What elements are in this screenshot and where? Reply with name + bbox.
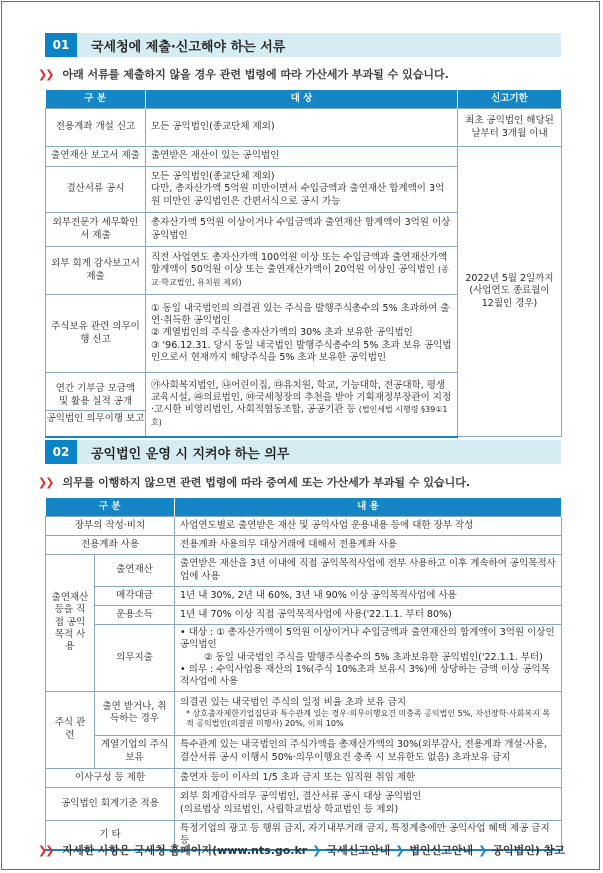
- content-line: • 의무 : 수익사업용 재산의 1%(주식 10%초과 보유시 3%)에 상당하는 금액 이상 공익목적사업에 사용: [180, 664, 550, 688]
- row-label: 출연 받거나, 취득하는 경우: [95, 691, 175, 735]
- row-content: 1년 내 70% 이상 직접 공익목적사업에 사용('22.1.1. 부터 80%): [175, 606, 562, 625]
- row-content: 특수관계 있는 내국법인의 주식가액을 총재산가액의 30%(외부감사, 전용계좌 개설·사용, 결산서류 공시 이행시 50%·의무이행요건 충족 시 보유한도 없음) 초과보유 금지: [175, 735, 562, 768]
- row-content: 전용계좌 사용의무 대상거래에 대해서 전용계좌 사용: [175, 536, 562, 555]
- chevron-icon: ❯❯: [38, 475, 53, 489]
- table-row: [46, 147, 562, 167]
- target-line: ② 계열법인의 주식을 총자산가액의 30% 초과 보유한 공익법인: [151, 327, 413, 339]
- arrow-right-icon: ❯: [312, 843, 322, 857]
- row-label: 외부 회계 감사보고서 제출: [46, 247, 146, 295]
- row-label: 기 타: [46, 820, 175, 850]
- row-label: 외부전문가 세무확인서 제출: [46, 213, 146, 247]
- section1-title: 국세청에 제출·신고해야 하는 서류: [91, 39, 286, 55]
- section1-intro-text: 아래 서류를 제출하지 않을 경우 관련 법령에 따라 가산세가 부과될 수 있습니다.: [62, 68, 449, 81]
- content-note: * 상호출자제한기업집단과 특수관계 있는 경우·의무이행요건 미충족 공익법인 5%, 자선장학·사회복지 목적 공익법인(의결권 미행사) 20%, 이외 10%: [186, 709, 551, 729]
- section2-table: [45, 498, 562, 851]
- col-header-deadline: 신고기한: [458, 90, 562, 109]
- table-row: [46, 517, 562, 536]
- row-label: 이사구성 등 제한: [46, 768, 175, 787]
- footer-step2[interactable]: 법인신고안내: [409, 844, 474, 857]
- row-content: 특정기업의 광고 등 행위 금지, 자기내부거래 금지, 특정계층에만 공익사업 혜택 제공 금지 등: [175, 820, 562, 850]
- deadline-note: (사업연도 종료월이 12월인 경우): [469, 285, 550, 309]
- row-label: 결산서류 공시: [46, 167, 146, 213]
- row-content: [175, 691, 562, 735]
- col-header-content: 내 용: [175, 498, 562, 517]
- section2-number: 02: [45, 440, 77, 464]
- table-row: [46, 625, 562, 692]
- row-target: [146, 247, 458, 295]
- table-row: [46, 536, 562, 555]
- chevron-icon: ❯❯: [38, 843, 53, 857]
- row-content: 출연자 등이 이사의 1/5 초과 금지 또는 임직원 취임 제한: [175, 768, 562, 787]
- footer-prefix: 자세한 사항은 국세청 홈페이지(www.nts.go.kr: [62, 844, 308, 857]
- arrow-right-icon: ❯: [478, 843, 488, 857]
- group-label: 주식 관련: [46, 691, 95, 768]
- table-row: [46, 735, 562, 768]
- row-target: 총자산가액 5억원 이상이거나 수입금액과 출연재산 합계액이 3억원 이상 공익법인: [146, 213, 458, 247]
- target-note: (법인세법 시행령 §39①1호): [151, 405, 448, 427]
- target-text: 직전 사업연도 총자산가액 100억원 이상 또는 수입금액과 출연재산가액 합계액이 50억원 이상 또는 출연재산가액이 20억원 이상인 공익법인: [151, 251, 448, 276]
- content-line: (의료법상 의료법인, 사립학교법상 학교법인 등 제외): [180, 803, 399, 815]
- section2-header: [45, 440, 561, 464]
- table-row: [46, 691, 562, 735]
- table-row: [46, 787, 562, 820]
- table-row: [46, 768, 562, 787]
- content-line: • 대상 : ① 총자산가액이 5억원 이상이거나 수입금액과 출연재산의 합계액이 3억원 이상인 공익법인: [180, 627, 555, 651]
- row-content: 사업연도별로 출연받은 재산 및 공익사업 운용내용 등에 대한 장부 작성: [175, 517, 562, 536]
- row-label-2: 공익법인 의무이행 보고: [46, 410, 145, 425]
- row-label: 매각대금: [95, 587, 175, 606]
- row-label: 운용소득: [95, 606, 175, 625]
- group-label: 출연재산 등을 직접 공익목적 사용: [46, 555, 95, 692]
- chevron-icon: ❯❯: [38, 67, 53, 81]
- content-line: 의결권 있는 내국법인 주식의 일정 비율 초과 보유 금지: [180, 696, 407, 708]
- footer-step1[interactable]: 국세신고안내: [326, 844, 391, 857]
- footer-note: [38, 842, 565, 858]
- target-line: ① 동일 내국법인의 의결권 있는 주식을 발행주식총수의 5% 초과하여 출연·취득한 공익법인: [151, 302, 450, 326]
- section2-title: 공익법인 운영 시 지켜야 하는 의무: [91, 446, 290, 462]
- arrow-right-icon: ❯: [395, 843, 405, 857]
- row-label: [46, 373, 146, 437]
- row-content: 출연받은 재산을 3년 이내에 직접 공익목적사업에 전부 사용하고 이후 계속하여 공익목적사업에 사용: [175, 555, 562, 587]
- row-target: 모든 공익법인(종교단체 제외): [146, 109, 458, 147]
- row-label: 출연재산 보고서 제출: [46, 147, 146, 167]
- col-header-category: 구 분: [46, 498, 175, 517]
- row-target: [146, 373, 458, 437]
- content-line: 외부 회계감사의무 공익법인, 결산서류 공시 대상 공익법인: [180, 791, 422, 803]
- merged-deadline: [458, 147, 562, 437]
- row-label: 전용계좌 개설 신고: [46, 109, 146, 147]
- row-label-1: 연간 기부금 모금액 및 활용 실적 공개: [55, 383, 136, 407]
- deadline-date: 2022년 5월 2일까지: [465, 272, 554, 284]
- row-target: [146, 167, 458, 213]
- row-content: [175, 787, 562, 820]
- table-row: [46, 606, 562, 625]
- col-header-category: 구 분: [46, 90, 146, 109]
- section1-number: 01: [45, 33, 77, 57]
- row-target: [146, 295, 458, 373]
- table-row: [46, 109, 562, 147]
- row-label: 출연재산: [95, 555, 175, 587]
- target-line: ③ '96.12.31. 당시 동일 내국법인 발행주식총수의 5% 초과 보유 공익법인으로서 현재까지 해당주식을 5% 초과 보유한 공익법인: [151, 339, 452, 364]
- target-line: 다만, 총자산가액 5억원 미만이면서 수입금액과 출연재산 합계액이 3억원 미만인 공익법인은 간편서식으로 공시 가능: [151, 183, 445, 207]
- row-label: 공익법인 회계기준 적용: [46, 787, 175, 820]
- row-label: 전용계좌 사용: [46, 536, 175, 555]
- target-line: 모든 공익법인(종교단체 제외): [151, 170, 275, 182]
- section2-intro: [38, 474, 470, 490]
- table-row: [46, 587, 562, 606]
- row-content: [175, 625, 562, 692]
- row-content: 1년 내 30%, 2년 내 60%, 3년 내 90% 이상 공익목적사업에 사용: [175, 587, 562, 606]
- table-row: [46, 555, 562, 587]
- row-target: 출연받은 재산이 있는 공익법인: [146, 147, 458, 167]
- section1-table: [45, 90, 562, 438]
- row-label: 장부의 작성·비치: [46, 517, 175, 536]
- row-label: 주식보유 관련 의무이행 신고: [46, 295, 146, 373]
- content-line: ② 동일 내국법인 주식을 발행주식총수의 5% 초과보유한 공익법인('22.1.1. 부터): [204, 651, 543, 663]
- target-note: (종교·학교법인, 유치원 제외): [151, 265, 449, 287]
- row-label: 의무지출: [95, 625, 175, 692]
- section2-intro-text: 의무를 이행하지 않으면 관련 법령에 따라 증여세 또는 가산세가 부과될 수 있습니다.: [62, 476, 471, 489]
- row-deadline: 최초 공익법인 해당된 날부터 3개월 이내: [458, 109, 562, 147]
- section1-header: [45, 33, 561, 57]
- col-header-target: 대 상: [146, 90, 458, 109]
- footer-step3[interactable]: 공익법인) 참고: [492, 844, 566, 857]
- section1-intro: [38, 66, 449, 82]
- target-text: ㉮사회복지법인, ㉯어린이집, ㉰유치원, 학교, 기능대학, 전공대학, 평생교육시설, ㉱의료법인, ㉲국세청장의 추천을 받아 기획재정부장관이 지정·고시한 비영리법인, 사회적협동조합, 공공기관 등: [151, 379, 452, 416]
- row-label: 계열기업의 주식보유: [95, 735, 175, 768]
